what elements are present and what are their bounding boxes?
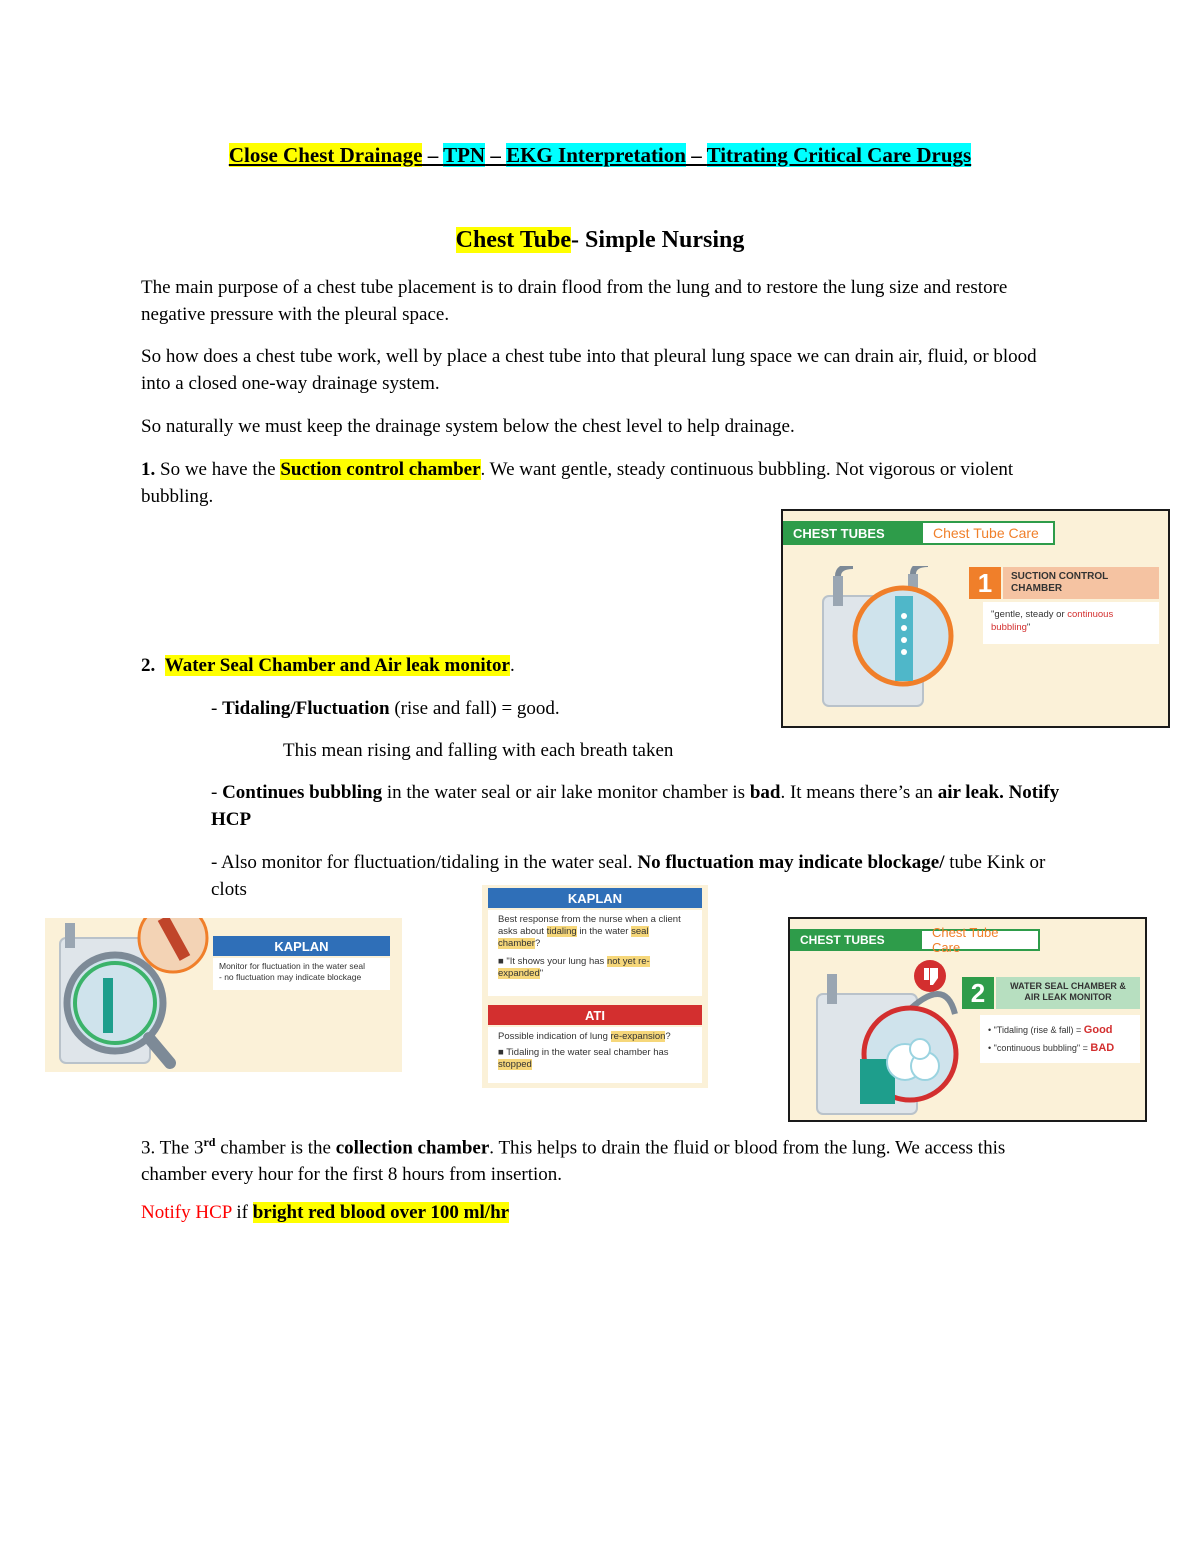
ati-answer: ■ Tidaling in the water seal chamber has stopped xyxy=(498,1047,669,1070)
title-separator: – xyxy=(685,143,707,167)
chest-drain-illustration xyxy=(813,566,963,716)
item-text: . xyxy=(509,655,515,676)
bullet-bold: Tidaling/Fluctuation xyxy=(222,698,390,719)
item-water-seal xyxy=(141,652,1061,679)
title-ekg: EKG Interpretation xyxy=(506,143,686,167)
bullet-bold: air leak. Notify HCP xyxy=(211,782,1060,830)
note-text: "Tidaling (rise & fall) = xyxy=(993,1025,1084,1035)
card-text: ? xyxy=(665,1031,671,1042)
card-text: Tidaling in the water seal chamber has xyxy=(506,1047,669,1058)
note-emphasis: BAD xyxy=(1090,1042,1115,1054)
note-line-good: • "Tidaling (rise & fall) = Good xyxy=(988,1024,1113,1036)
bullet-text: in the water seal or air lake monitor chamber is xyxy=(382,782,750,803)
slide-kaplan-fluctuation xyxy=(45,918,402,1072)
slide-tab-chest-tube-care: Chest Tube Care xyxy=(921,521,1055,545)
kaplan-note xyxy=(213,958,390,990)
card-mark: re-expansion xyxy=(610,1031,666,1042)
card-mark: tidaling xyxy=(546,926,577,937)
bullet-text: tube Kink or clots xyxy=(211,852,1046,900)
kaplan-header: KAPLAN xyxy=(488,888,702,908)
note-emphasis: continuous bubbling xyxy=(991,609,1114,633)
notify-text: if xyxy=(231,1202,253,1223)
note-emphasis: Good xyxy=(1083,1024,1113,1036)
item-text: . We want gentle, steady continuous bubbling. Not vigorous or violent bubbling. xyxy=(141,459,1014,507)
ati-question-card xyxy=(488,1027,702,1083)
title-titrating: Titrating Critical Care Drugs xyxy=(706,143,972,167)
bullet-text: . It means there’s an xyxy=(780,782,938,803)
item-collection-chamber xyxy=(141,1129,1061,1188)
card-mark: seal chamber xyxy=(498,926,649,949)
bullet-text: Also monitor for fluctuation/tidaling in the water seal. xyxy=(221,852,638,873)
kaplan-question xyxy=(498,914,692,950)
heading-rest: - Simple Nursing xyxy=(571,227,745,253)
bullet-continuous-bubbling xyxy=(211,779,1061,833)
item-text: . This helps to drain the fluid or blood from the lung. We access this chamber every hour for the first 8 hours from insertion. xyxy=(141,1137,1006,1186)
document-title-line xyxy=(0,143,1200,168)
water-seal-label: WATER SEAL CHAMBER & AIR LEAK MONITOR xyxy=(996,977,1140,1009)
paragraph-how-it-works: So how does a chest tube work, well by place a chest tube into that pleural lung space we can drain air, fluid, or blood into a closed one-way drainage system. xyxy=(141,346,1037,394)
step-number-badge: 2 xyxy=(962,977,994,1009)
title-tpn: TPN xyxy=(443,143,486,167)
bullet-bold: bad xyxy=(749,782,781,803)
kaplan-answer: ■ "It shows your lung has not yet re-expanded" xyxy=(498,956,650,979)
item-text: 3. The 3 xyxy=(141,1137,204,1159)
item-text: chamber is the xyxy=(215,1137,336,1159)
bullet-tidaling-sub: This mean rising and falling with each breath taken xyxy=(283,740,674,761)
title-separator: – xyxy=(485,143,507,167)
card-text: "It shows your lung has xyxy=(506,956,607,967)
bullet-text: (rise and fall) = good. xyxy=(389,698,560,719)
bright-red-blood-highlight: bright red blood over 100 ml/hr xyxy=(252,1202,510,1223)
card-text: ? xyxy=(534,938,541,949)
bullet-tidaling xyxy=(211,695,1061,722)
card-text: Best response from the nurse when a client asks about xyxy=(498,914,681,937)
note-text: "gentle, steady or xyxy=(991,609,1068,620)
card-text: " xyxy=(539,968,544,979)
notify-hcp-line xyxy=(141,1199,1061,1226)
magnifier-illustration xyxy=(45,918,215,1072)
card-mark: stopped xyxy=(498,1059,532,1070)
note-text: "continuous bubbling" = xyxy=(993,1043,1091,1053)
card-text: Possible indication of lung xyxy=(498,1031,611,1042)
kaplan-question-card xyxy=(488,910,702,996)
paragraph-drainage-level: So naturally we must keep the drainage system below the chest level to help drainage. xyxy=(141,416,795,437)
notify-hcp-red: Notify HCP xyxy=(141,1202,232,1223)
card-mark: not yet re-expanded xyxy=(498,956,650,979)
title-close-chest-drainage: Close Chest Drainage xyxy=(228,143,423,167)
item-text: So we have the xyxy=(155,459,281,480)
step-number-badge: 1 xyxy=(969,567,1001,599)
kaplan-header: KAPLAN xyxy=(213,936,390,956)
kaplan-line: - no fluctuation may indicate blockage xyxy=(219,972,362,982)
ordinal-superscript: rd xyxy=(203,1135,216,1149)
card-text: in the water xyxy=(576,926,632,937)
slide-water-seal-chamber xyxy=(788,917,1147,1122)
slide-tab-chest-tubes: CHEST TUBES xyxy=(790,929,925,951)
note-text: " xyxy=(1026,622,1031,633)
suction-control-note xyxy=(983,602,1159,644)
item-suction-control xyxy=(141,456,1061,510)
thumbs-down-icon xyxy=(913,959,947,993)
ati-header: ATI xyxy=(488,1005,702,1025)
suction-control-highlight: Suction control chamber xyxy=(280,459,481,480)
water-seal-highlight: Water Seal Chamber and Air leak monitor xyxy=(164,655,510,676)
note-line-bad: • "continuous bubbling" = BAD xyxy=(988,1042,1115,1054)
bullet-bold: Continues bubbling xyxy=(222,782,383,803)
section-heading xyxy=(0,227,1200,254)
item-bold: collection chamber xyxy=(335,1137,490,1159)
title-separator: – xyxy=(422,143,444,167)
slide-tab-chest-tube-care: Chest Tube Care xyxy=(920,929,1040,951)
slide-kaplan-ati xyxy=(482,885,708,1088)
heading-highlight: Chest Tube xyxy=(455,227,572,253)
paragraph-purpose: The main purpose of a chest tube placement is to drain flood from the lung and to restore the lung size and restore negative pressure with the pleural space. xyxy=(141,277,1008,325)
item-number: 2. xyxy=(141,655,156,676)
ati-question xyxy=(498,1031,692,1043)
bullet-dash: - xyxy=(211,698,223,719)
bullet-dash: - xyxy=(211,852,222,873)
kaplan-line: Monitor for fluctuation in the water seal xyxy=(219,961,365,971)
item-number: 1. xyxy=(141,459,156,480)
bullet-bold: No fluctuation may indicate blockage/ xyxy=(637,852,945,873)
slide-tab-chest-tubes: CHEST TUBES xyxy=(783,521,923,545)
bullet-dash: - xyxy=(211,782,223,803)
water-seal-note xyxy=(980,1015,1140,1063)
suction-control-label: SUCTION CONTROL CHAMBER xyxy=(1003,567,1159,599)
